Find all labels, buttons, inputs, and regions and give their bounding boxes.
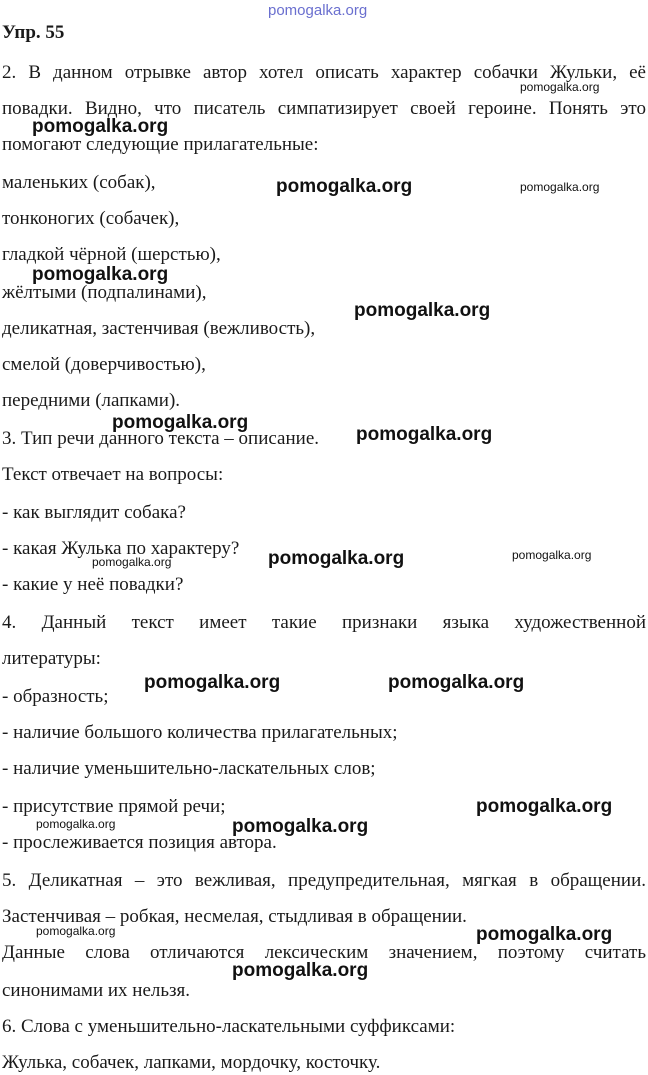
text-line: синонимами их нельзя. xyxy=(2,980,191,1001)
text-line: жёлтыми (подпалинами), xyxy=(2,282,207,303)
text-line: гладкой чёрной (шерстью), xyxy=(2,244,221,265)
watermark: pomogalka.org xyxy=(32,116,169,137)
text-line: - наличие большого количества прилагательных; xyxy=(2,722,398,743)
watermark-small: pomogalka.org xyxy=(520,80,600,94)
text-line: деликатная, застенчивая (вежливость), xyxy=(2,318,316,339)
text-line: - образность; xyxy=(2,686,109,707)
text-line: 3. Тип речи данного текста – описание. xyxy=(2,428,320,449)
text-line: Застенчивая – робкая, несмелая, стыдливая в обращении. xyxy=(2,906,467,927)
text-line: помогают следующие прилагательные: xyxy=(2,134,319,155)
text-line: тонконогих (собачек), xyxy=(2,208,180,229)
watermark: pomogalka.org xyxy=(276,176,413,197)
text-line: - прослеживается позиция автора. xyxy=(2,832,277,853)
text-line: 6. Слова с уменьшительно-ласкательными суффиксами: xyxy=(2,1016,456,1037)
text-line: - как выглядит собака? xyxy=(2,502,186,523)
text-line: - наличие уменьшительно-ласкательных слов; xyxy=(2,758,376,779)
text-line: литературы: xyxy=(2,648,101,669)
exercise-title: Упр. 55 xyxy=(2,22,65,43)
watermark-small: pomogalka.org xyxy=(512,548,592,562)
watermark: pomogalka.org xyxy=(356,424,493,445)
text-line: 5. Деликатная – это вежливая, предупредительная, мягкая в обращении. xyxy=(2,870,646,891)
watermark: pomogalka.org xyxy=(476,796,613,817)
watermark: pomogalka.org xyxy=(112,412,249,433)
watermark: pomogalka.org xyxy=(32,264,169,285)
watermark: pomogalka.org xyxy=(388,672,525,693)
text-line: - какие у неё повадки? xyxy=(2,574,184,595)
watermark-small: pomogalka.org xyxy=(92,555,172,569)
watermark: pomogalka.org xyxy=(268,548,405,569)
text-line: передними (лапками). xyxy=(2,390,181,411)
text-line: 4. Данный текст имеет такие признаки языка художественной xyxy=(2,612,646,633)
text-line: Данные слова отличаются лексическим значением, поэтому считать xyxy=(2,942,646,963)
text-line: Текст отвечает на вопросы: xyxy=(2,464,224,485)
watermark: pomogalka.org xyxy=(476,924,613,945)
watermark-small: pomogalka.org xyxy=(520,180,600,194)
text-line: повадки. Видно, что писатель симпатизирует своей героине. Понять это xyxy=(2,98,646,119)
text-line: смелой (доверчивостью), xyxy=(2,354,206,375)
watermark: pomogalka.org xyxy=(144,672,281,693)
text-line: 2. В данном отрывке автор хотел описать характер собачки Жульки, её xyxy=(2,62,646,83)
watermark-small: pomogalka.org xyxy=(36,817,116,831)
watermark-small: pomogalka.org xyxy=(36,924,116,938)
watermark: pomogalka.org xyxy=(232,816,369,837)
text-line: Жулька, собачек, лапками, мордочку, косточку. xyxy=(2,1052,381,1073)
watermark: pomogalka.org xyxy=(232,960,369,981)
text-line: маленьких (собак), xyxy=(2,172,156,193)
text-line: - какая Жулька по характеру? xyxy=(2,538,240,559)
text-line: - присутствие прямой речи; xyxy=(2,796,226,817)
watermark: pomogalka.org xyxy=(354,300,491,321)
watermark-top: pomogalka.org xyxy=(268,2,368,19)
